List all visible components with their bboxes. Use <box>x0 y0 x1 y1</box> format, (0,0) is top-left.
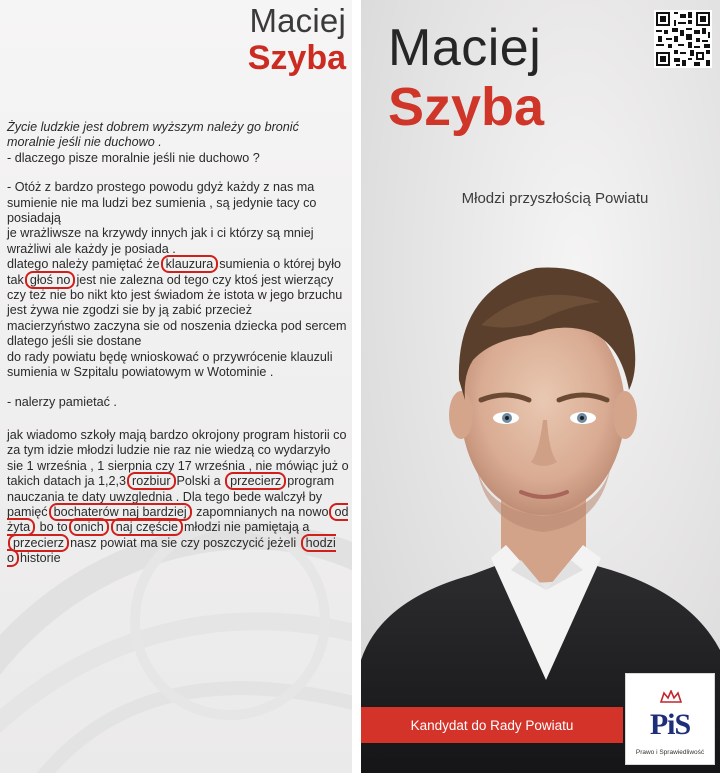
left-first-name: Maciej <box>249 2 346 39</box>
text-fragment: sumienia o której było tak <box>7 257 342 287</box>
campaign-slogan: Młodzi przyszłością Powiatu <box>461 190 649 207</box>
candidate-label: Kandydat do Rady Powiatu <box>410 717 574 733</box>
highlighted-error: głoś no <box>25 271 76 289</box>
right-candidate-name <box>388 19 545 137</box>
candidate-label-bar <box>361 707 623 743</box>
text-fragment: bo to <box>39 520 68 535</box>
highlighted-error: klauzura <box>161 255 219 273</box>
right-first-name: Maciej <box>388 19 542 77</box>
paragraph-1c <box>7 257 349 319</box>
highlighted-error: naj częście <box>111 518 183 536</box>
highlighted-error: onich <box>69 518 109 536</box>
intro-text: Życie ludzkie jest dobrem wyższym należy go bronić moralnie jeśli nie duchowo . <box>7 120 299 150</box>
party-name: Prawo i Sprawiedliwość <box>635 749 705 756</box>
paragraph-1a: - Otóż z bardzo prostego powodu gdyż każdy z nas ma sumienie nie ma ludzi bez sumienia , są jedynie tacy co posiadają <box>7 180 317 226</box>
text-fragment: historie <box>20 551 61 566</box>
question-text: - dlaczego pisze moralnie jeśli nie duchowo ? <box>7 150 260 165</box>
highlighted-error: rozbiur <box>127 472 176 490</box>
highlighted-error: bochaterów naj bardziej <box>49 503 192 521</box>
qr-code-icon[interactable] <box>654 10 712 68</box>
text-fragment: sie 1 września , 1 sierpnia czy 17 września , nie mówiąc już o takich datach ja 1,2,3 <box>7 458 349 489</box>
party-logo: PiS <box>649 708 691 741</box>
leaflet-right-panel <box>361 0 720 773</box>
paragraph-2b <box>7 459 349 567</box>
paragraph-1b: je wrażliwsze na krzywdy innych jak i ci którzy są mniej wrażliwi ale każdy je posiada . <box>7 226 314 256</box>
paragraph-2a: jak wiadomo szkoły mają bardzo okrojony program historii co za tym idzie młodzi ludzie nie raz nie wiedzą co wydarzyło <box>7 427 347 458</box>
eagle-crown-icon <box>660 690 682 704</box>
paragraph-1e: do rady powiatu będę wnioskować o przywrócenie klauzuli sumienia w Szpitalu powiatowym w Wotominie . <box>7 349 333 380</box>
leaflet-left-panel <box>0 0 352 773</box>
highlighted-error: od żyta <box>7 504 349 535</box>
text-fragment: Polski a <box>176 474 221 489</box>
text-fragment: młodzi nie pamiętają a <box>184 520 310 535</box>
left-candidate-name <box>248 4 346 75</box>
party-logo-box <box>625 673 715 765</box>
highlighted-error: hodzi o <box>7 535 336 566</box>
panel-divider <box>352 0 361 773</box>
text-fragment: dlatego należy pamiętać że <box>7 257 160 272</box>
highlighted-error: przecierz <box>225 472 286 490</box>
left-last-name: Szyba <box>247 39 346 77</box>
text-fragment: nasz powiat ma sie czy poszczycić jeżeli <box>70 535 297 550</box>
remember-text: - nalerzy pamietać . <box>7 394 117 409</box>
text-fragment: jest nie zalezna od tego czy ktoś jest wierzący czy też nie bo nikt kto jest świadom że istota w jego brzuchu jest żywa nie zgodzi sie by ją zabić przecież <box>7 272 343 318</box>
highlighted-error: przecierz <box>8 534 69 552</box>
text-fragment: zapomnianych na nowo <box>196 504 329 519</box>
right-last-name: Szyba <box>388 77 545 137</box>
paragraph-1d: macierzyństwo zaczyna sie od noszenia dziecka pod sercem dlatego jeśli sie dostane <box>7 318 347 349</box>
leaflet-body-text <box>7 120 349 567</box>
text-fragment: program nauczania te daty uwzglednia . Dla tego bede walczył by pamięć <box>7 474 335 519</box>
